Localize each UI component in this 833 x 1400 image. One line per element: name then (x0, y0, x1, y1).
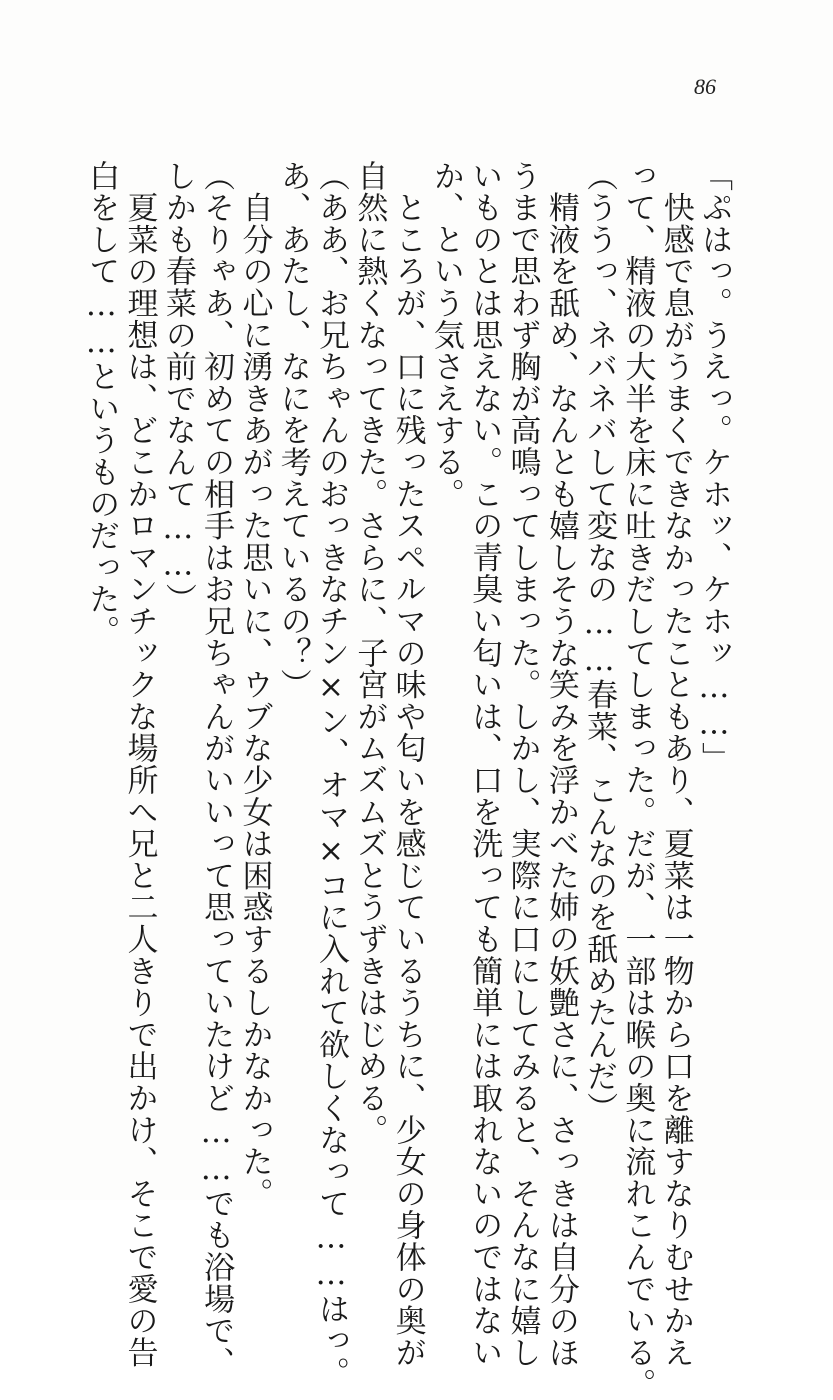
text-line: 自然に熱くなってきた。さらに、子宮がムズムズとうずきはじめる。 (351, 160, 388, 1146)
text-line: か、という気さえする。 (427, 160, 464, 510)
text-line: （そりゃあ、初めての相手はお兄ちゃんがいいって思っていたけど……でも浴場で、 (198, 160, 235, 1379)
text-line: 快感で息がうまくできなかったこともあり、夏菜は一物から口を離すなりむせかえ (657, 160, 694, 1369)
text-line: 白をして……というものだった。 (83, 160, 120, 647)
text-line: ところが、口に残ったスペルマの味や匂いを感じているうちに、少女の身体の奥が (389, 160, 426, 1369)
text-line: しかも春菜の前でなんて……） (159, 160, 196, 616)
vertical-body-text (82, 160, 733, 1400)
text-line: うまで思わず胸が高鳴ってしまった。しかし、実際に口にしてみると、そんなに嬉し (504, 160, 541, 1369)
text-line: 夏菜の理想は、どこかロマンチックな場所へ兄と二人きりで出かけ、そこで愛の告 (121, 160, 158, 1369)
text-line: って、精液の大半を床に吐きだしてしまった。だが、一部は喉の奥に流れこんでいる。 (619, 160, 656, 1400)
text-line: あ、あたし、なにを考えているの？） (274, 160, 311, 701)
page-number: 86 (694, 74, 716, 99)
text-line: 自分の心に湧きあがった思いに、ウブな少女は困惑するしかなかった。 (236, 160, 273, 1210)
text-line: 「ぷはっ。うえっ。ケホッ、ケホッ……」 (696, 160, 732, 775)
text-line: いものとは思えない。この青臭い匂いは、口を洗っても簡単には取れないのではない (466, 160, 503, 1369)
text-line: 精液を舐め、なんとも嬉しそうな笑みを浮かべた姉の妖艶さに、さっきは自分のほ (542, 160, 579, 1369)
text-line: （ああ、お兄ちゃんのおっきなチン×ン、オマ×コに入れて欲しくなって……はっ。 (313, 160, 350, 1389)
text-line: （ううっ、ネバネバして変なの……春菜、こんなのを舐めたんだ） (581, 160, 618, 1124)
